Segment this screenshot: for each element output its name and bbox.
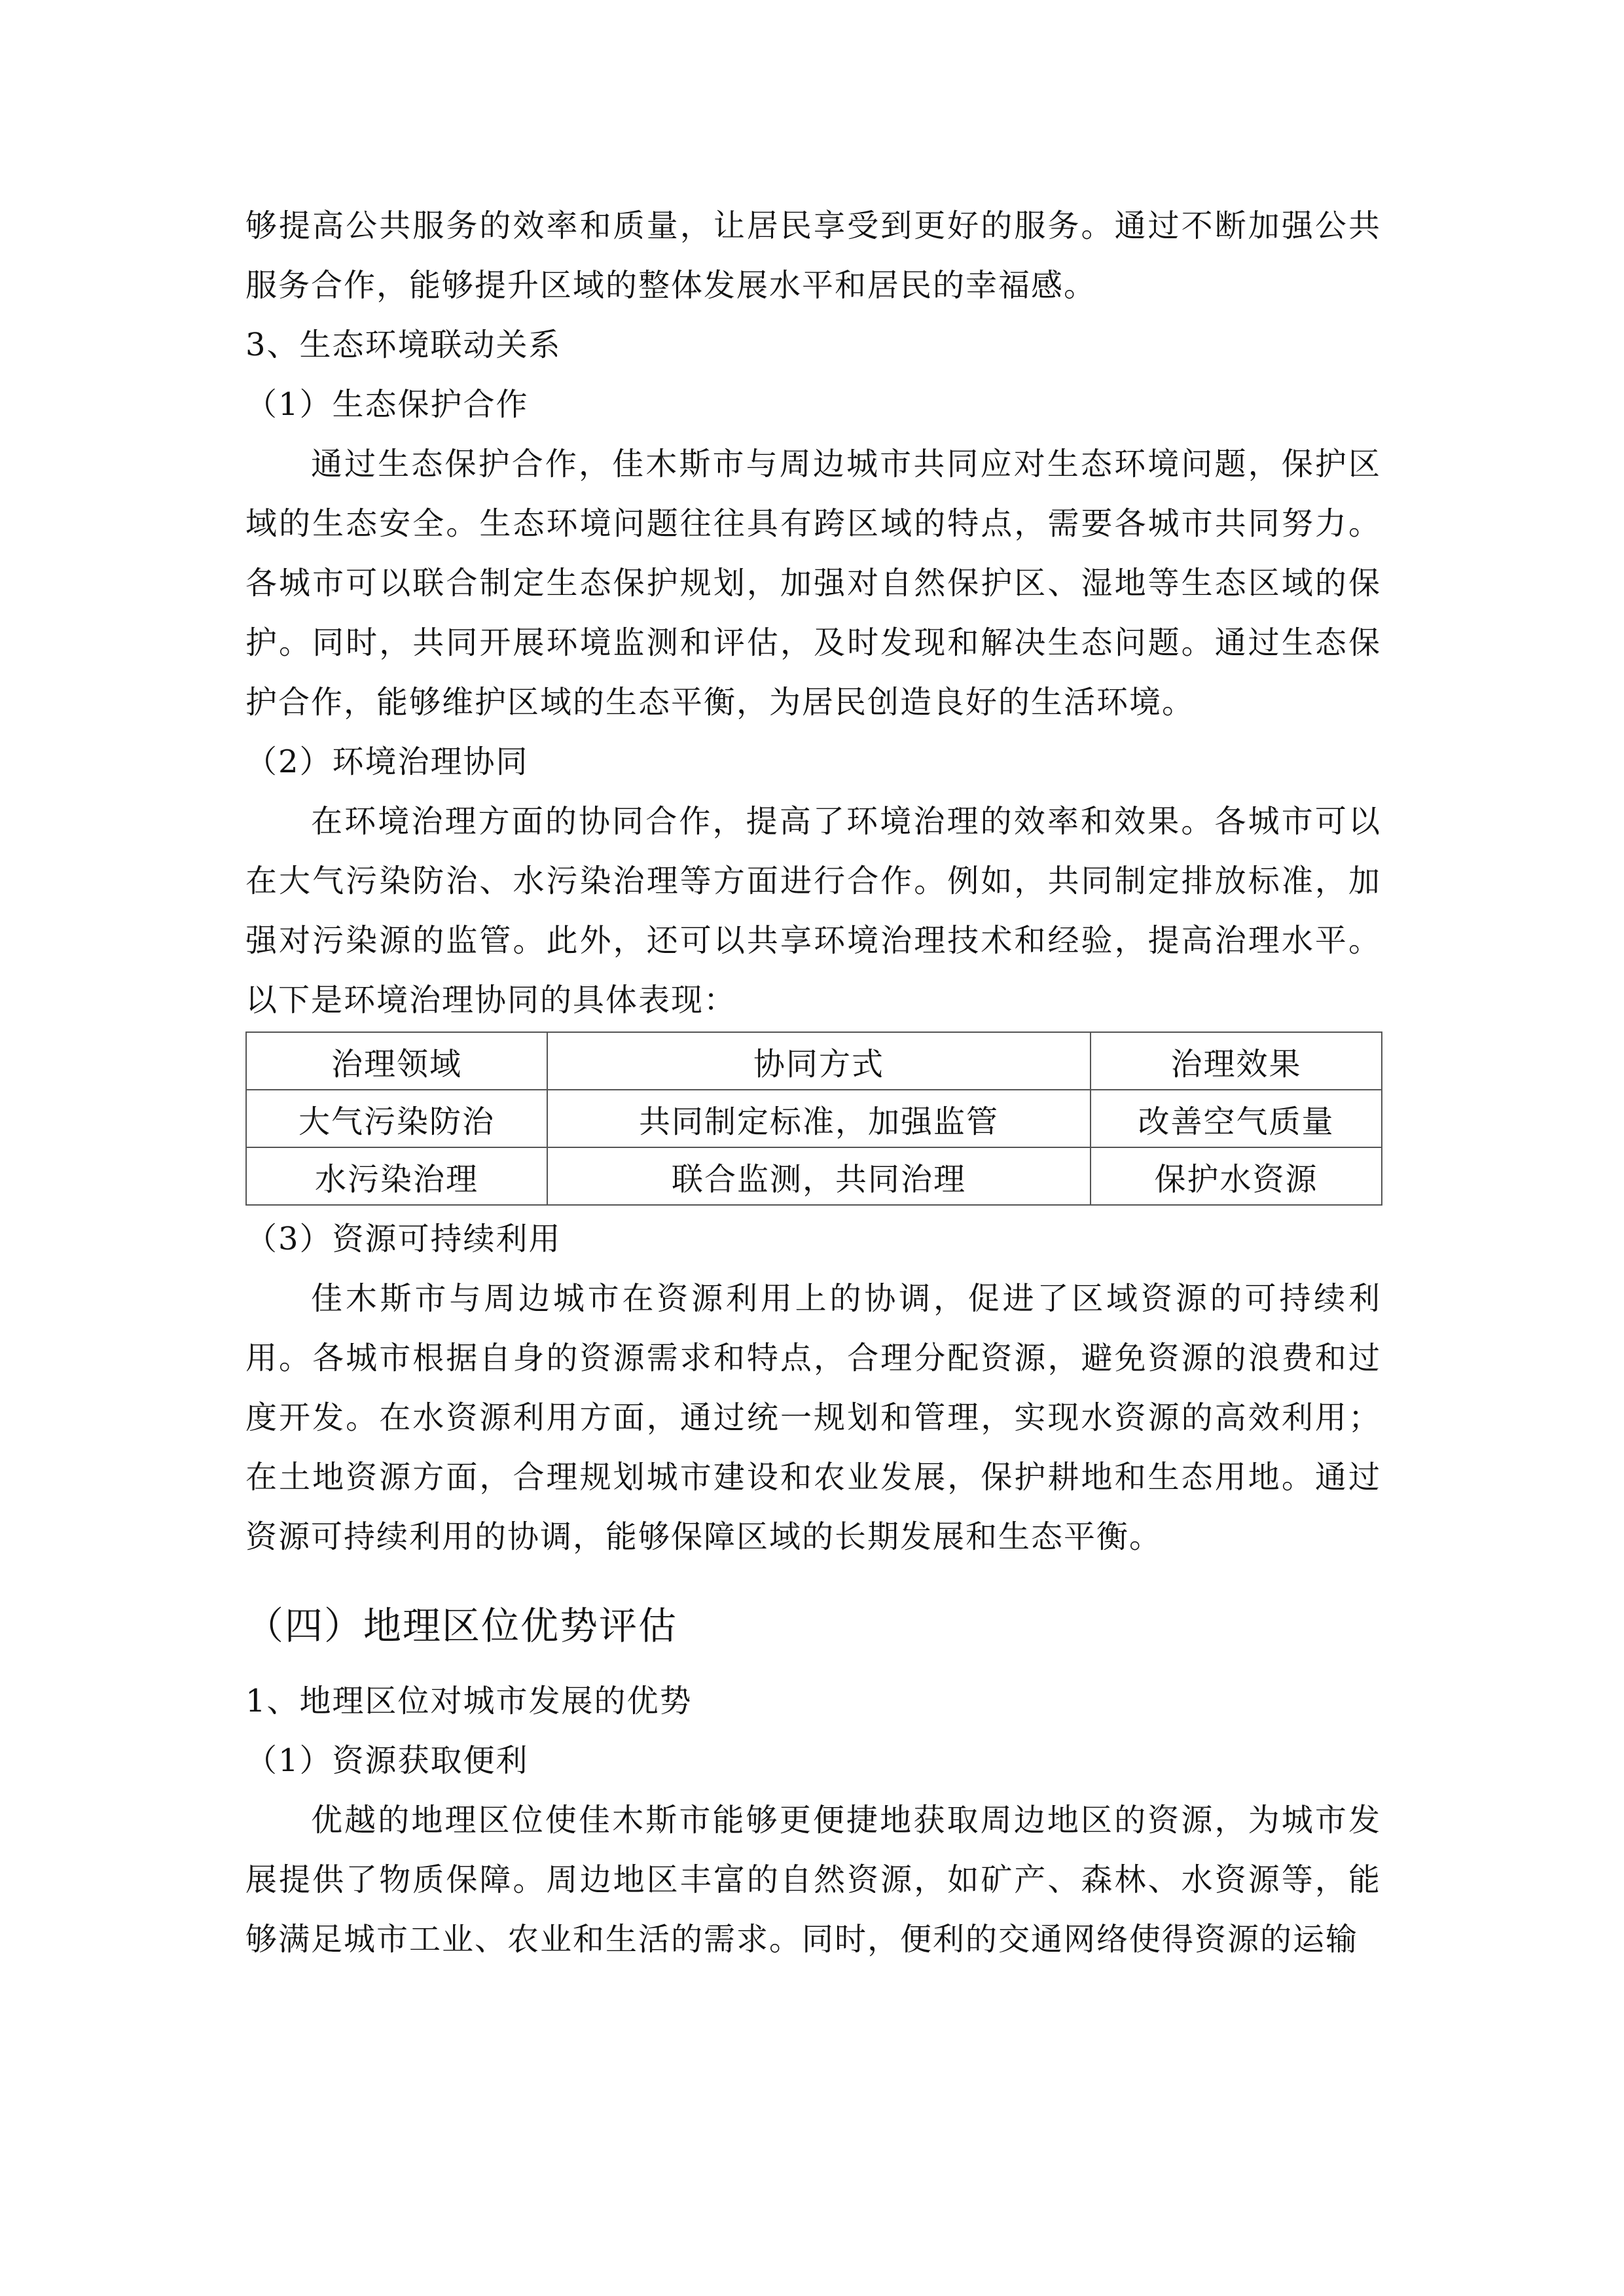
document-page — [245, 196, 1381, 1969]
heading-ecological-linkage: 3、生态环境联动关系 — [245, 327, 562, 363]
paragraph-resource-sustainability: 佳木斯市与周边城市在资源利用上的协调，促进了区域资源的可持续利用。各城市根据自身的资源需求和特点，合理分配资源，避免资源的浪费和过度开发。在水资源利用方面，通过统一规划和管理，实现水资源的高效利用；在土地资源方面，合理规划城市建设和农业发展，保护耕地和生态用地。通过资源可持续利用的协调，能够保障区域的长期发展和生态平衡。 — [245, 1280, 1381, 1555]
subheading-resource-sustainability: （3）资源可持续利用 — [245, 1221, 562, 1257]
paragraph-continued: 够提高公共服务的效率和质量，让居民享受到更好的服务。通过不断加强公共服务合作，能够提升区域的整体发展水平和居民的幸福感。 — [245, 207, 1381, 304]
table-cell: 共同制定标准，加强监管 — [547, 1090, 1091, 1147]
table-row — [246, 1147, 1382, 1205]
paragraph-ecological-protection: 通过生态保护合作，佳木斯市与周边城市共同应对生态环境问题，保护区域的生态安全。生态环境问题往往具有跨区域的特点，需要各城市共同努力。各城市可以联合制定生态保护规划，加强对自然保护区、湿地等生态区域的保护。同时，共同开展环境监测和评估，及时发现和解决生态问题。通过生态保护合作，能够维护区域的生态平衡，为居民创造良好的生活环境。 — [245, 446, 1381, 721]
subheading-resource-access: （1）资源获取便利 — [245, 1742, 529, 1779]
table-header-cell: 治理效果 — [1091, 1032, 1382, 1090]
table-cell: 联合监测，共同治理 — [547, 1147, 1091, 1205]
table-cell: 大气污染防治 — [246, 1090, 547, 1147]
subheading-environmental-governance: （2）环境治理协同 — [245, 744, 529, 780]
section-heading-location-advantage: （四）地理区位优势评估 — [245, 1604, 678, 1648]
paragraph-resource-access: 优越的地理区位使佳木斯市能够更便捷地获取周边地区的资源，为城市发展提供了物质保障。周边地区丰富的自然资源，如矿产、森林、水资源等，能够满足城市工业、农业和生活的需求。同时，便利的交通网络使得资源的运输 — [245, 1802, 1381, 1958]
paragraph-environmental-governance: 在环境治理方面的协同合作，提高了环境治理的效率和效果。各城市可以在大气污染防治、水污染治理等方面进行合作。例如，共同制定排放标准，加强对污染源的监管。此外，还可以共享环境治理技术和经验，提高治理水平。以下是环境治理协同的具体表现： — [245, 803, 1381, 1018]
table-header-row — [246, 1032, 1382, 1090]
subheading-ecological-protection: （1）生态保护合作 — [245, 386, 529, 423]
table-cell: 保护水资源 — [1091, 1147, 1382, 1205]
heading-location-advantage-for-city: 1、地理区位对城市发展的优势 — [245, 1683, 693, 1719]
table-header-cell: 治理领域 — [246, 1032, 547, 1090]
table-cell: 水污染治理 — [246, 1147, 547, 1205]
table-header-cell: 协同方式 — [547, 1032, 1091, 1090]
governance-table — [245, 1031, 1382, 1206]
table-cell: 改善空气质量 — [1091, 1090, 1382, 1147]
table-row — [246, 1090, 1382, 1147]
